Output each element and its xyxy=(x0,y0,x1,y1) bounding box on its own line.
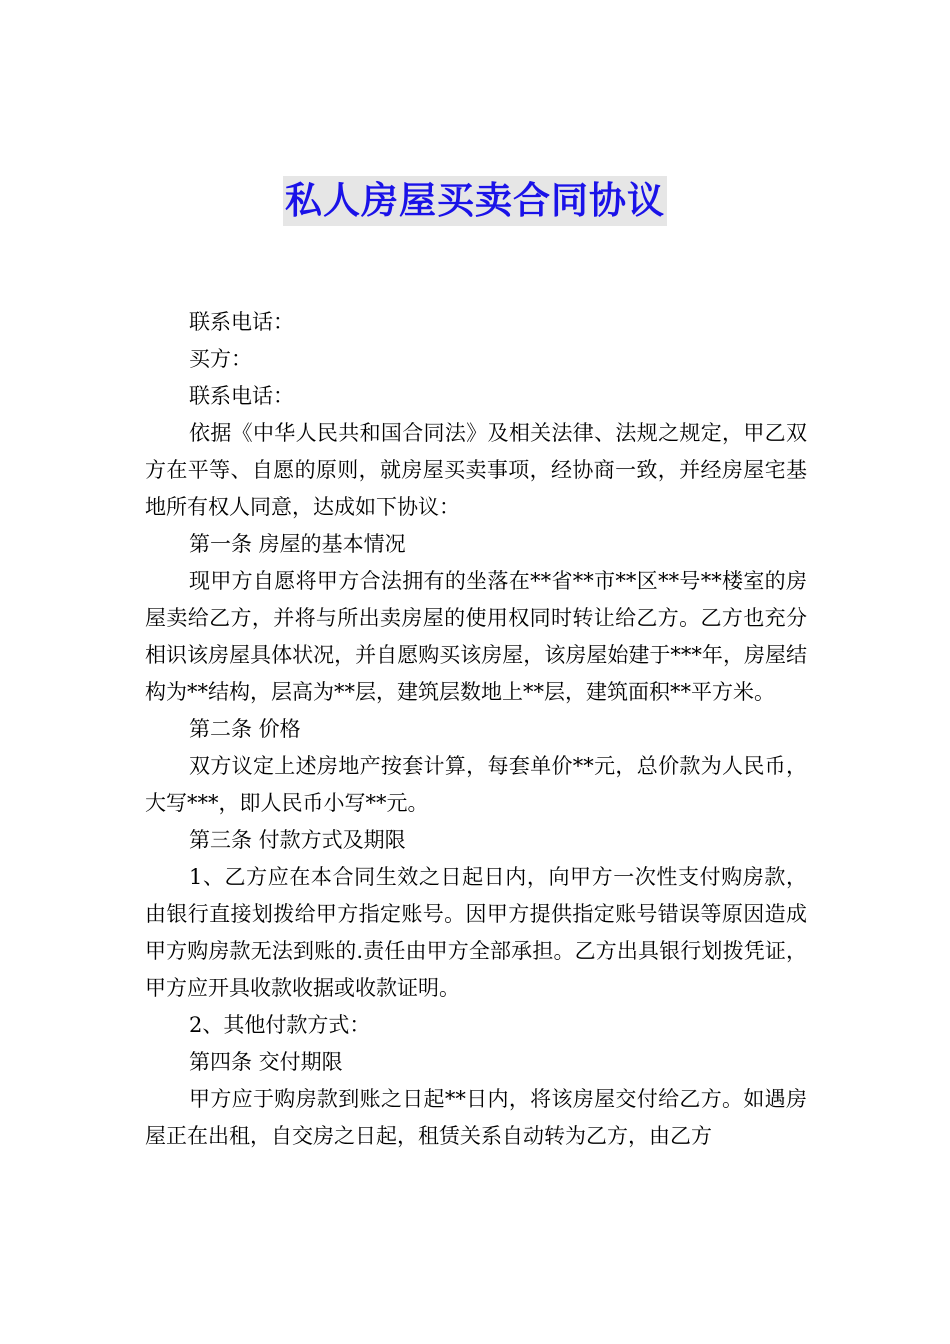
paragraph-preamble: 依据《中华人民共和国合同法》及相关法律、法规之规定，甲乙双方在平等、自愿的原则，就房屋买卖事项，经协商一致，并经房屋宅基地所有权人同意，达成如下协议： xyxy=(145,421,807,519)
article-3-item-2: 2、其他付款方式： xyxy=(189,1013,371,1037)
article-2-body: 双方议定上述房地产按套计算，每套单价**元，总价款为人民币，大写***，即人民币小写**元。 xyxy=(145,754,807,815)
article-2-heading: 第二条 价格 xyxy=(189,717,301,741)
document-body xyxy=(145,304,807,1155)
article-3-heading: 第三条 付款方式及期限 xyxy=(189,828,406,852)
article-1-body: 现甲方自愿将甲方合法拥有的坐落在**省**市**区**号**楼室的房屋卖给乙方，并将与所出卖房屋的使用权同时转让给乙方。乙方也充分相识该房屋具体状况，并自愿购买该房屋，该房屋始建于***年，房屋结构为**结构，层高为**层，建筑层数地上**层，建筑面积**平方米。 xyxy=(145,569,807,704)
paragraph-seller-phone: 联系电话： xyxy=(189,310,294,334)
article-1-heading: 第一条 房屋的基本情况 xyxy=(189,532,406,556)
article-4-body: 甲方应于购房款到账之日起**日内，将该房屋交付给乙方。如遇房屋正在出租，自交房之日起，租赁关系自动转为乙方，由乙方 xyxy=(145,1087,807,1148)
article-4-heading: 第四条 交付期限 xyxy=(189,1050,343,1074)
paragraph-buyer: 买方： xyxy=(189,347,252,371)
paragraph-buyer-phone: 联系电话： xyxy=(189,384,294,408)
title-container xyxy=(0,176,950,226)
article-3-item-1: 1、乙方应在本合同生效之日起日内，向甲方一次性支付购房款，由银行直接划拨给甲方指定账号。因甲方提供指定账号错误等原因造成甲方购房款无法到账的.责任由甲方全部承担。乙方出具银行划拨凭证，甲方应开具收款收据或收款证明。 xyxy=(145,865,807,1000)
document-title: 私人房屋买卖合同协议 xyxy=(283,176,667,226)
